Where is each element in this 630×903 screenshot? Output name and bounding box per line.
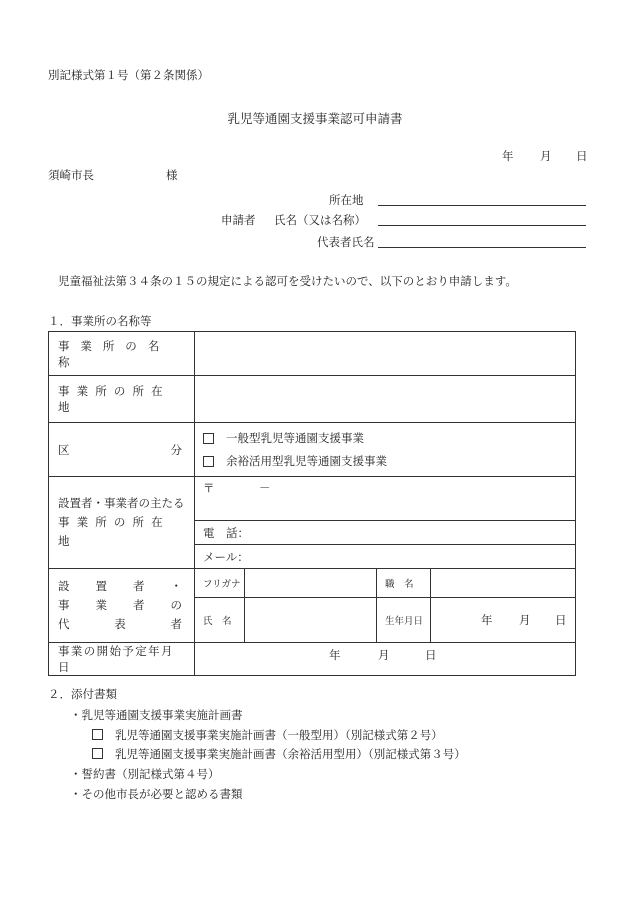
- facility-address-label: 事業所の所在地: [58, 384, 170, 414]
- owner-address-cell: [195, 477, 576, 569]
- rep-name-label: 氏 名: [195, 598, 245, 643]
- facility-name-label: 事業所の名称: [58, 338, 171, 369]
- owner-address-row: [49, 477, 576, 569]
- rep-label-char: 代: [58, 617, 70, 631]
- phone-label: 電 話：: [203, 525, 249, 540]
- attachment-item-label: 乳児等通園支援事業実施計画書（一般型用）（別記様式第２号）: [115, 728, 443, 742]
- date-month-label: 月: [540, 149, 552, 163]
- section2-heading: ２．添付書類: [48, 687, 117, 701]
- rep-name-input[interactable]: [245, 598, 377, 643]
- birth-day-label: 日: [555, 613, 567, 627]
- representative-line[interactable]: [378, 247, 586, 248]
- checkbox-icon[interactable]: [92, 748, 103, 759]
- checkbox-icon[interactable]: [92, 729, 103, 740]
- attachment-item: ・乳児等通園支援事業実施計画書: [70, 708, 243, 722]
- applicant-label: 申請者: [221, 213, 256, 227]
- attachment-item: ・その他市長が必要と認める書類: [70, 787, 243, 801]
- addressee-suffix: 様: [166, 168, 178, 182]
- birth-month-label: 月: [519, 613, 531, 627]
- date-year-label: 年: [502, 149, 514, 163]
- facility-address-input[interactable]: [195, 376, 576, 423]
- rep-label-char: 表: [114, 617, 126, 631]
- birthdate-label: 生年月日: [377, 598, 431, 643]
- address-line[interactable]: [378, 205, 586, 206]
- category-option-label: 余裕活用型乳児等通園支援事業: [226, 454, 387, 468]
- owner-address-label-cell: [49, 477, 195, 569]
- address-label: 所在地: [329, 193, 364, 207]
- rep-label-char: 者: [133, 598, 145, 612]
- applicant-name-line[interactable]: [378, 225, 586, 226]
- furigana-input[interactable]: [245, 569, 377, 598]
- attachment-item: ・誓約書（別記様式第４号）: [70, 767, 220, 781]
- category-option-surplus[interactable]: [195, 450, 575, 473]
- phone-field[interactable]: [195, 521, 575, 545]
- birthdate-input[interactable]: [431, 598, 576, 643]
- checkbox-icon[interactable]: [203, 433, 214, 444]
- furigana-label: フリガナ: [195, 569, 245, 598]
- category-option-general[interactable]: [195, 427, 575, 450]
- document-title: 乳児等通園支援事業認可申請書: [227, 111, 403, 126]
- category-options-cell: [195, 423, 576, 477]
- rep-label-char: 業: [95, 598, 107, 612]
- rep-label-char: 設: [58, 579, 70, 593]
- position-label: 職 名: [377, 569, 431, 598]
- category-option-label: 一般型乳児等通園支援事業: [226, 431, 364, 445]
- start-day-label: 日: [425, 648, 437, 662]
- start-year-label: 年: [329, 648, 341, 662]
- position-input[interactable]: [431, 569, 576, 598]
- rep-label-row1: [58, 577, 182, 596]
- addressee: 須崎市長: [48, 168, 94, 182]
- postal-address-field[interactable]: [195, 477, 575, 521]
- postal-dash: －: [259, 481, 271, 495]
- category-label-cell: [49, 423, 195, 477]
- attachment-item-checkbox[interactable]: [92, 746, 466, 762]
- start-date-label: 事業の開始予定年月日: [58, 644, 174, 674]
- start-month-label: 月: [378, 648, 390, 662]
- facility-address-row: [49, 376, 576, 423]
- representative-furigana-row: [49, 569, 576, 598]
- category-label-right: 分: [170, 442, 182, 457]
- rep-label-char: 者: [133, 579, 145, 593]
- attachment-item-label: 乳児等通園支援事業実施計画書（余裕活用型用）（別記様式第３号）: [115, 747, 466, 761]
- start-date-input[interactable]: [195, 643, 576, 676]
- facility-name-input[interactable]: [195, 332, 576, 376]
- rep-label-char: の: [170, 598, 182, 612]
- section1-heading: １．事業所の名称等: [48, 314, 152, 328]
- facility-address-label-cell: [49, 376, 195, 423]
- postal-mark: 〒: [203, 481, 215, 495]
- category-label-left: 区: [58, 442, 70, 457]
- checkbox-icon[interactable]: [203, 456, 214, 467]
- start-date-row: [49, 643, 576, 676]
- form-number: 別記様式第１号（第２条関係）: [48, 68, 209, 82]
- request-body-text: 児童福祉法第３４条の１５の規定による認可を受けたいので、以下のとおり申請します。: [58, 274, 517, 288]
- facility-name-label-cell: [49, 332, 195, 376]
- rep-label-char: 置: [95, 579, 107, 593]
- rep-label-row3: [58, 615, 182, 634]
- birth-year-label: 年: [481, 613, 493, 627]
- representative-label: 代表者氏名: [317, 235, 375, 249]
- owner-address-label-line2: 事業所の所在地: [58, 515, 170, 548]
- email-label: メール：: [203, 549, 249, 564]
- category-row: [49, 423, 576, 477]
- date-day-label: 日: [576, 149, 588, 163]
- facility-name-row: [49, 332, 576, 376]
- rep-label-char: 事: [58, 598, 70, 612]
- rep-label-char: 者: [170, 617, 182, 631]
- rep-label-row2: [58, 596, 182, 615]
- attachment-item-checkbox[interactable]: [92, 727, 443, 743]
- applicant-name-label: 氏名（又は名称）: [274, 213, 366, 227]
- facility-table: [48, 331, 576, 676]
- email-field[interactable]: [195, 545, 575, 568]
- owner-address-label-line1: 設置者・事業者の主たる: [58, 496, 185, 510]
- rep-label-char: ・: [170, 579, 182, 593]
- start-date-label-cell: [49, 643, 195, 676]
- representative-label-cell: [49, 569, 195, 643]
